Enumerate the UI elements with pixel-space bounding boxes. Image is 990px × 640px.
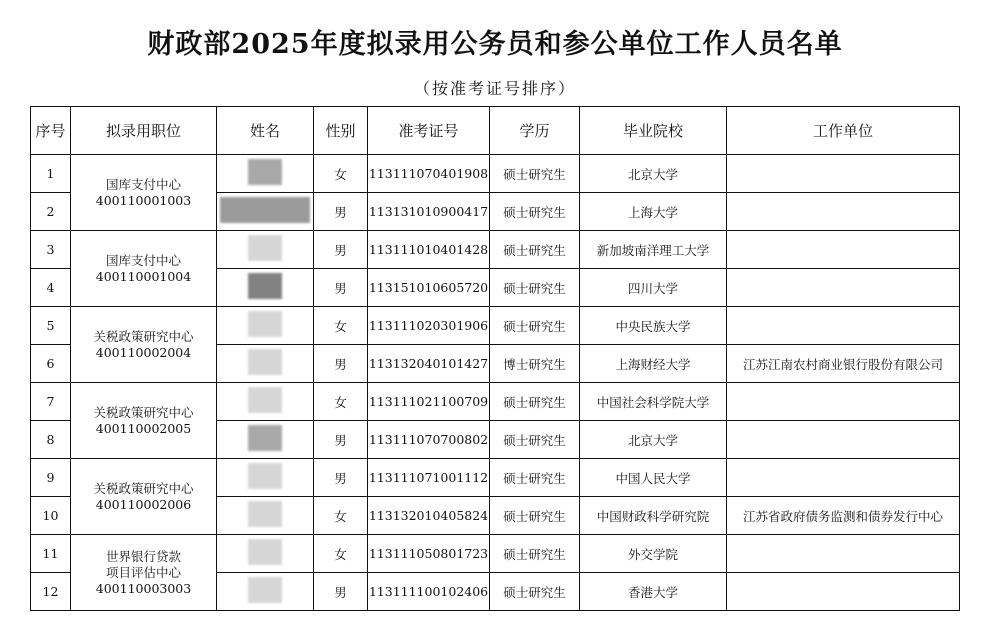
cell-degree: 硕士研究生 bbox=[490, 497, 580, 535]
header-gender: 性别 bbox=[314, 107, 368, 155]
cell-exam-no: 113111010401428 bbox=[368, 231, 490, 269]
cell-school: 香港大学 bbox=[580, 573, 727, 611]
cell-degree: 硕士研究生 bbox=[490, 535, 580, 573]
cell-exam-no: 113111100102406 bbox=[368, 573, 490, 611]
table-row bbox=[31, 307, 960, 345]
cell-name-redacted bbox=[217, 193, 314, 231]
position-name: 关税政策研究中心 bbox=[93, 404, 194, 420]
cell-name-redacted bbox=[217, 269, 314, 307]
cell-exam-no: 113111070700802 bbox=[368, 421, 490, 459]
cell-degree: 硕士研究生 bbox=[490, 269, 580, 307]
cell-no: 12 bbox=[31, 573, 71, 611]
cell-gender: 男 bbox=[314, 573, 368, 611]
cell-no: 3 bbox=[31, 231, 71, 269]
cell-gender: 男 bbox=[314, 345, 368, 383]
cell-school: 北京大学 bbox=[580, 155, 727, 193]
cell-degree: 硕士研究生 bbox=[490, 155, 580, 193]
cell-no: 6 bbox=[31, 345, 71, 383]
cell-exam-no: 113111021100709 bbox=[368, 383, 490, 421]
cell-no: 5 bbox=[31, 307, 71, 345]
cell-school: 中央民族大学 bbox=[580, 307, 727, 345]
cell-employer: 江苏江南农村商业银行股份有限公司 bbox=[727, 345, 960, 383]
header-position: 拟录用职位 bbox=[71, 107, 217, 155]
cell-position bbox=[71, 231, 217, 307]
cell-gender: 男 bbox=[314, 459, 368, 497]
cell-school: 中国人民大学 bbox=[580, 459, 727, 497]
cell-degree: 硕士研究生 bbox=[490, 573, 580, 611]
cell-gender: 女 bbox=[314, 307, 368, 345]
cell-position bbox=[71, 307, 217, 383]
cell-exam-no: 113111050801723 bbox=[368, 535, 490, 573]
cell-school: 外交学院 bbox=[580, 535, 727, 573]
cell-no: 10 bbox=[31, 497, 71, 535]
cell-name-redacted bbox=[217, 383, 314, 421]
cell-exam-no: 113111070401908 bbox=[368, 155, 490, 193]
cell-exam-no: 113151010605720 bbox=[368, 269, 490, 307]
cell-employer bbox=[727, 573, 960, 611]
cell-exam-no: 113111020301906 bbox=[368, 307, 490, 345]
header-degree: 学历 bbox=[490, 107, 580, 155]
cell-school: 上海大学 bbox=[580, 193, 727, 231]
cell-employer bbox=[727, 383, 960, 421]
cell-name-redacted bbox=[217, 421, 314, 459]
table-row bbox=[31, 231, 960, 269]
position-name: 关税政策研究中心 bbox=[93, 480, 194, 496]
cell-school: 北京大学 bbox=[580, 421, 727, 459]
position-name: 国库支付中心 bbox=[105, 176, 181, 192]
cell-school: 中国财政科学研究院 bbox=[580, 497, 727, 535]
redaction-blur bbox=[248, 501, 282, 527]
cell-school: 四川大学 bbox=[580, 269, 727, 307]
cell-position bbox=[71, 155, 217, 231]
cell-gender: 男 bbox=[314, 421, 368, 459]
cell-degree: 硕士研究生 bbox=[490, 383, 580, 421]
redaction-blur bbox=[248, 349, 282, 375]
cell-employer bbox=[727, 307, 960, 345]
cell-employer bbox=[727, 535, 960, 573]
cell-employer bbox=[727, 155, 960, 193]
position-code: 400110002004 bbox=[95, 344, 192, 360]
redaction-blur bbox=[220, 197, 310, 223]
redaction-blur bbox=[248, 539, 282, 565]
position-code: 400110002006 bbox=[95, 496, 192, 512]
cell-degree: 博士研究生 bbox=[490, 345, 580, 383]
cell-employer bbox=[727, 421, 960, 459]
cell-employer: 江苏省政府债务监测和债券发行中心 bbox=[727, 497, 960, 535]
cell-exam-no: 113132040101427 bbox=[368, 345, 490, 383]
cell-employer bbox=[727, 193, 960, 231]
cell-no: 8 bbox=[31, 421, 71, 459]
cell-employer bbox=[727, 231, 960, 269]
cell-degree: 硕士研究生 bbox=[490, 421, 580, 459]
redaction-blur bbox=[248, 577, 282, 603]
cell-employer bbox=[727, 459, 960, 497]
cell-no: 11 bbox=[31, 535, 71, 573]
cell-name-redacted bbox=[217, 231, 314, 269]
cell-school: 中国社会科学院大学 bbox=[580, 383, 727, 421]
cell-degree: 硕士研究生 bbox=[490, 231, 580, 269]
redaction-blur bbox=[248, 463, 282, 489]
page-subtitle: （按准考证号排序） bbox=[413, 79, 576, 98]
redaction-blur bbox=[248, 387, 282, 413]
position-name: 关税政策研究中心 bbox=[93, 328, 194, 344]
header-exam-no: 准考证号 bbox=[368, 107, 490, 155]
cell-no: 7 bbox=[31, 383, 71, 421]
cell-name-redacted bbox=[217, 573, 314, 611]
cell-gender: 女 bbox=[314, 383, 368, 421]
header-name: 姓名 bbox=[217, 107, 314, 155]
table-row bbox=[31, 535, 960, 573]
cell-employer bbox=[727, 269, 960, 307]
cell-name-redacted bbox=[217, 345, 314, 383]
cell-gender: 男 bbox=[314, 193, 368, 231]
table-row bbox=[31, 459, 960, 497]
cell-position bbox=[71, 383, 217, 459]
cell-position bbox=[71, 459, 217, 535]
cell-name-redacted bbox=[217, 155, 314, 193]
redaction-blur bbox=[248, 235, 282, 261]
cell-gender: 男 bbox=[314, 231, 368, 269]
cell-exam-no: 113132010405824 bbox=[368, 497, 490, 535]
cell-degree: 硕士研究生 bbox=[490, 459, 580, 497]
redaction-blur bbox=[248, 425, 282, 451]
cell-no: 9 bbox=[31, 459, 71, 497]
cell-degree: 硕士研究生 bbox=[490, 307, 580, 345]
position-code: 400110003003 bbox=[95, 580, 192, 596]
cell-degree: 硕士研究生 bbox=[490, 193, 580, 231]
position-name: 世界银行贷款 项目评估中心 bbox=[105, 548, 181, 580]
cell-name-redacted bbox=[217, 459, 314, 497]
table-header-row bbox=[31, 107, 960, 155]
position-code: 400110001004 bbox=[95, 268, 192, 284]
cell-gender: 女 bbox=[314, 535, 368, 573]
cell-position bbox=[71, 535, 217, 611]
position-name: 国库支付中心 bbox=[105, 252, 181, 268]
cell-no: 2 bbox=[31, 193, 71, 231]
redaction-blur bbox=[248, 273, 282, 299]
cell-gender: 女 bbox=[314, 497, 368, 535]
table-row bbox=[31, 155, 960, 193]
page-title: 财政部2025年度拟录用公务员和参公单位工作人员名单 bbox=[147, 29, 843, 60]
cell-school: 上海财经大学 bbox=[580, 345, 727, 383]
position-code: 400110002005 bbox=[95, 420, 192, 436]
position-code: 400110001003 bbox=[95, 192, 192, 208]
cell-gender: 女 bbox=[314, 155, 368, 193]
cell-name-redacted bbox=[217, 535, 314, 573]
cell-gender: 男 bbox=[314, 269, 368, 307]
cell-name-redacted bbox=[217, 307, 314, 345]
header-employer: 工作单位 bbox=[727, 107, 960, 155]
header-school: 毕业院校 bbox=[580, 107, 727, 155]
header-no: 序号 bbox=[31, 107, 71, 155]
redaction-blur bbox=[248, 159, 282, 185]
cell-exam-no: 113111071001112 bbox=[368, 459, 490, 497]
cell-exam-no: 113131010900417 bbox=[368, 193, 490, 231]
table-row bbox=[31, 383, 960, 421]
cell-no: 4 bbox=[31, 269, 71, 307]
cell-no: 1 bbox=[31, 155, 71, 193]
cell-school: 新加坡南洋理工大学 bbox=[580, 231, 727, 269]
redaction-blur bbox=[248, 311, 282, 337]
cell-name-redacted bbox=[217, 497, 314, 535]
candidate-table bbox=[30, 106, 960, 611]
